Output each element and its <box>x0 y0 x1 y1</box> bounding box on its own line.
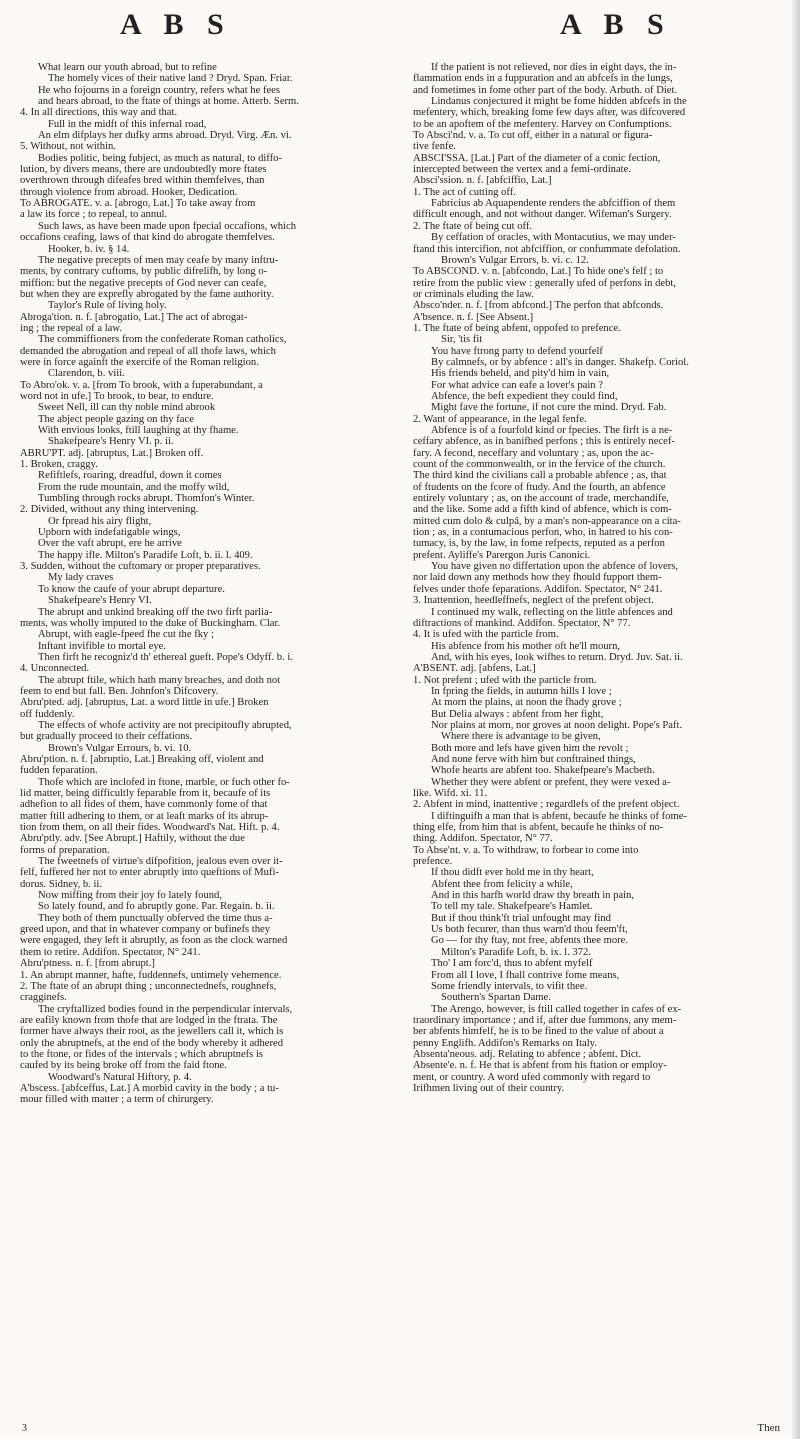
text-line: Woodward's Natural Hiftory, p. 4. <box>48 1071 192 1083</box>
text-line: tion ; as, in a contumacious perfon, who, in hatred to his con- <box>413 527 673 539</box>
text-line: Such laws, as have been made upon fpecial occafions, which <box>38 220 296 232</box>
text-line: From the rude mountain, and the moffy wild, <box>38 481 230 493</box>
text-line: mefentery, which, breaking fome few days after, was difcovered <box>413 107 686 119</box>
right-column <box>413 62 785 1094</box>
text-line: You have given no differtation upon the abfence of lovers, <box>431 561 679 573</box>
text-line: to the ftone, or fides of the intervals ; which abruptnefs is <box>20 1048 264 1060</box>
text-line: The happy ifle. Milton's Paradife Loft, b. ii. l. 409. <box>38 549 253 561</box>
text-line: But Delia always : abfent from her fight, <box>431 708 604 720</box>
text-line: 4. Unconnected. <box>20 663 90 675</box>
text-line: but when they are exprefly abrogated by the fame authority. <box>20 288 274 300</box>
text-line: and hears abroad, to the ftate of things at home. Atterb. Serm. <box>38 96 299 108</box>
text-line: They both of them punctually obferved the time thus a- <box>38 912 273 924</box>
text-line: If thou didft ever hold me in thy heart, <box>431 867 594 879</box>
text-line: Us both fecurer, than thus warn'd thou feem'ft, <box>431 924 628 936</box>
entry-headword-line: A'BSENT. adj. [abfens, Lat.] <box>413 663 536 675</box>
text-line: Taylor's Rule of living holy. <box>48 300 167 312</box>
text-line: former have always their root, as the jewellers call it, which is <box>20 1026 284 1038</box>
text-line: overthrown through difeafes bred within themfelves, than <box>20 175 265 187</box>
text-line: 2. The ftate of being cut off. <box>413 220 533 232</box>
text-line: 4. In all directions, this way and that. <box>20 107 178 119</box>
text-line: ber abfents himfelf, he is to be fined to the value of about a <box>413 1026 664 1038</box>
entry-headword-line: Absco'nder. n. f. [from abfcond.] The perfon that abfconds. <box>413 300 664 312</box>
text-line: tion from them, on all their fides. Woodward's Nat. Hift. p. 4. <box>20 822 280 834</box>
text-line: His friends beheld, and pity'd him in vain, <box>431 368 610 380</box>
text-line: Nor plains at morn, nor groves at noon delight. Pope's Paft. <box>431 719 683 731</box>
text-line: The abrupt and unkind breaking off the two firft parlia- <box>38 606 273 618</box>
text-line: Both more and lefs have given him the revolt ; <box>431 742 629 754</box>
text-line: occafions ceafing, laws of that kind do abrogate themfelves. <box>20 232 275 244</box>
text-line: The third kind the civilians call a probable abfence ; as, that <box>413 470 667 482</box>
text-line: are eafily known from thofe that are lodged in the ftrata. The <box>20 1014 278 1026</box>
text-line: I diftinguifh a man that is abfent, becaufe he thinks of fome- <box>431 810 687 822</box>
text-line: Brown's Vulgar Errors, b. vi. c. 12. <box>441 254 589 266</box>
text-line: For what advice can eafe a lover's pain ? <box>431 379 603 391</box>
text-line: or criminals eluding the law. <box>413 288 534 300</box>
text-line: mour filled with matter ; a term of chirurgery. <box>20 1094 214 1106</box>
entry-headword-line: Abru'pted. adj. [abruptus, Lat. a word little in ufe.] Broken <box>20 697 269 709</box>
text-line: like. Wifd. xi. 11. <box>413 788 488 799</box>
text-line: To tell my tale. Shakefpeare's Hamlet. <box>431 901 593 913</box>
text-line: 1. Broken, craggy. <box>20 459 98 471</box>
text-line: flammation ends in a fuppuration and an abfcefs in the lungs, <box>413 73 673 85</box>
text-line: The homely vices of their native land ? Dryd. Span. Friar. <box>48 73 293 85</box>
entry-headword-line: To Absci'nd. v. a. To cut off, either in a natural or figura- <box>413 130 653 142</box>
text-line: And none ferve with him but conftrained things, <box>431 753 636 765</box>
text-line: Sir, 'tis fit <box>441 334 483 346</box>
text-line: mitted cum dolo & culpâ, by a man's non-appearance on a cita- <box>413 515 681 527</box>
text-line: Over the vaft abrupt, ere he arrive <box>38 538 182 550</box>
text-line: You have ftrong party to defend yourfelf <box>431 345 603 357</box>
text-line: The commiffioners from the confederate Roman catholics, <box>38 334 287 346</box>
text-line: Brown's Vulgar Errours, b. vi. 10. <box>48 742 192 754</box>
text-line: The abrupt ftile, which hath many breaches, and doth not <box>38 674 281 686</box>
entry-headword-line: Absci'ssion. n. f. [abfciffio, Lat.] <box>413 175 552 187</box>
text-line: Tho' I am forc'd, thus to abfent myfelf <box>431 958 593 970</box>
text-line: 1. The ftate of being abfent, oppofed to prefence. <box>413 322 621 334</box>
text-line: word not in ufe.] To brook, to bear, to endure. <box>20 390 214 402</box>
text-line: And in this harfh world draw thy breath in pain, <box>431 890 635 902</box>
text-line: Southern's Spartan Dame. <box>441 992 551 1004</box>
text-line: Irifhmen living out of their country. <box>413 1082 565 1094</box>
text-line: off fuddenly. <box>20 708 75 720</box>
text-line: With envious looks, ftill laughing at thy fhame. <box>38 425 239 436</box>
text-line: them to retire. Addifon. Spectator, N° 241. <box>20 946 201 958</box>
text-line: fudden feparation. <box>20 765 98 777</box>
text-line: dorus. Sidney, b. ii. <box>20 878 103 890</box>
text-line: In fpring the fields, in autumn hills I love ; <box>431 685 612 697</box>
text-line: 3. Inattention, heedleffnefs, neglect of the prefent object. <box>413 595 654 607</box>
text-line: Clarendon, b. viii. <box>48 368 125 380</box>
text-line: traordinary importance ; and if, after due fummons, any mem- <box>413 1014 677 1026</box>
text-line: The Arengo, however, is ftill called together in cafes of ex- <box>431 1003 682 1015</box>
text-line: Fabricius ab Aquapendente renders the abfciffion of them <box>431 198 676 210</box>
text-line: From all I love, I fhall contrive fome means, <box>431 969 620 981</box>
entry-headword-line: Absenta'neous. adj. Relating to abfence ; abfent. Dict. <box>413 1048 642 1060</box>
text-line: Thofe which are inclofed in ftone, marble, or fuch other fo- <box>38 776 290 788</box>
text-line: ceffary abfence, as in banifhed perfons ; this is entirely necef- <box>413 436 675 448</box>
entry-headword-line: ABSCI'SSA. [Lat.] Part of the diameter of a conic fection, <box>413 152 661 164</box>
text-line: intercepted between the vertex and a femi-ordinate. <box>413 164 631 176</box>
text-line: greed upon, and that in whatever company or bufinefs they <box>20 924 271 936</box>
text-line: Inftant invifible to mortal eye. <box>38 640 166 652</box>
text-line: entirely voluntary ; as, on the account of trade, merchandife, <box>413 493 669 505</box>
text-line: fary. A fecond, neceffary and voluntary ; as, upon the ac- <box>413 447 654 459</box>
text-line: 2. Abfent in mind, inattentive ; regardlefs of the prefent object. <box>413 799 680 811</box>
text-line: What learn our youth abroad, but to refine <box>38 62 217 73</box>
text-line: And, with his eyes, look wifhes to return. Dryd. Juv. Sat. ii. <box>431 651 683 663</box>
text-line: caufed by its being broke off from the faid ftone. <box>20 1060 227 1072</box>
text-line: to be an apoftem of the mefentery. Harvey on Confumptions. <box>413 118 672 130</box>
text-line: He who fojourns in a foreign country, refers what he fees <box>38 84 281 96</box>
text-line: Abfence is of a fourfold kind or fpecies. The firft is a ne- <box>431 425 673 436</box>
text-line: Bodies politic, being fubject, as much as natural, to diffo- <box>38 152 282 164</box>
text-line: of ftudents on the fcore of ftudy. And the fourth, an abfence <box>413 481 666 493</box>
entry-headword-line: Abru'ptly. adv. [See Abrupt.] Haftily, without the due <box>20 833 245 845</box>
text-line: The cryftallized bodies found in the perpendicular intervals, <box>38 1003 293 1015</box>
text-line: Refiftlefs, roaring, dreadful, down it comes <box>38 470 222 482</box>
text-line: cragginefs. <box>20 992 67 1004</box>
text-line: count of the commonwealth, or in the fervice of the church. <box>413 459 666 471</box>
entry-headword-line: Abroga'tion. n. f. [abrogatio, Lat.] The act of abrogat- <box>20 311 248 323</box>
text-line: An elm difplays her dufky arms abroad. Dryd. Virg. Æn. vi. <box>38 130 292 142</box>
text-line: At morn the plains, at noon the fhady grove ; <box>431 697 622 709</box>
text-line: felf, fuffered her not to enter abruptly into queftions of Mufi- <box>20 867 279 879</box>
text-line: The fweetnefs of virtue's difpofition, jealous even over it- <box>38 856 283 868</box>
text-line: a law its force ; to repeal, to annul. <box>20 209 168 221</box>
text-line: nor laid down any methods how they fhould fupport them- <box>413 572 662 584</box>
page-number: 3 <box>22 1423 27 1434</box>
text-line: 2. Want of appearance, in the legal fenfe. <box>413 413 587 425</box>
text-line: feem to end but fall. Ben. Johnfon's Difcovery. <box>20 685 219 697</box>
text-line: ing ; the repeal of a law. <box>20 322 122 334</box>
text-line: 3. Sudden, without the cuftomary or proper preparatives. <box>20 561 261 573</box>
text-line: His abfence from his mother oft he'll mourn, <box>431 640 621 652</box>
text-line: Some friendly intervals, to vifit thee. <box>431 980 588 992</box>
text-line: 1. Not prefent ; ufed with the particle from. <box>413 674 597 686</box>
entry-headword-line: To ABSCOND. v. n. [abfcondo, Lat.] To hide one's felf ; to <box>413 266 664 278</box>
text-line: By calmnefs, or by abfence : all's in danger. Shakefp. Coriol. <box>431 356 689 368</box>
text-line: If the patient is not relieved, nor dies in eight days, the in- <box>431 62 677 73</box>
text-line: Go — for thy ftay, not free, abfents thee more. <box>431 935 628 947</box>
text-line: My lady craves <box>48 572 114 584</box>
text-line: lution, by divers means, there are undoubtedly more ftates <box>20 164 267 176</box>
text-line: miffion: but the negative precepts of God never can ceafe, <box>20 277 267 289</box>
text-line: The abject people gazing on thy face <box>38 413 194 425</box>
text-line: Or fpread his airy flight, <box>48 515 152 527</box>
text-line: were engaged, they left it abruptly, as foon as the clock warned <box>20 935 288 947</box>
text-line: Shakefpeare's Henry VI. <box>48 595 152 607</box>
text-line: forms of preparation. <box>20 844 110 856</box>
entry-headword-line: To ABROGATE. v. a. [abrogo, Lat.] To take away from <box>20 198 256 210</box>
text-line: Then firft he recogniz'd th' ethereal gueft. Pope's Odyff. b. i. <box>38 651 293 663</box>
text-line: prefence. <box>413 856 453 868</box>
text-line: were in force againft the exercife of the Roman religion. <box>20 356 259 368</box>
entry-headword-line: A'bscess. [abfceffus, Lat.] A morbid cavity in the body ; a tu- <box>20 1082 279 1094</box>
text-line: and the like. Some add a fifth kind of abfence, which is com- <box>413 504 672 516</box>
text-line: ftand this intercifion, not abfciffion, or confummate defolation. <box>413 243 681 255</box>
running-head-left: A B S <box>120 8 232 41</box>
text-line: Milton's Paradife Loft, b. ix. l. 372. <box>441 946 591 958</box>
text-line: To know the caufe of your abrupt departure. <box>38 583 225 595</box>
text-line: 4. It is ufed with the particle from. <box>413 629 559 641</box>
text-line: Whether they were abfent or prefent, they were vexed a- <box>431 776 671 788</box>
text-line: tive fenfe. <box>413 141 456 153</box>
left-column <box>20 62 388 1106</box>
text-line: matter ftill adhering to them, or at leaft marks of its abrup- <box>20 810 269 822</box>
text-line: thing elfe, from him that is abfent, becaufe he thinks of no- <box>413 822 664 834</box>
entry-headword-line: To Abse'nt. v. a. To withdraw, to forbear to come into <box>413 844 639 856</box>
text-line: thing. Addifon. Spectator, N° 77. <box>413 833 553 845</box>
entry-headword-line: Abru'ptness. n. f. [from abrupt.] <box>20 958 155 970</box>
text-line: tumacy, is, by the law, in fome refpects, reputed as a perfon <box>413 538 665 550</box>
text-line: but gradually proceed to their ceffations. <box>20 731 193 743</box>
text-line: By ceffation of oracles, with Montacutius, we may under- <box>431 232 676 244</box>
text-line: difficult enough, and not without danger. Wifeman's Surgery. <box>413 209 672 221</box>
text-line: adhefion to all fides of them, have commonly fome of that <box>20 799 268 811</box>
text-line: lid matter, being difficultly feparable from it, becaufe of its <box>20 788 271 799</box>
text-line: Upborn with indefatigable wings, <box>38 527 181 539</box>
text-line: and fometimes in fome other part of the body. Arbuth. of Diet. <box>413 84 678 96</box>
text-line: ment, or country. A word ufed commonly with regard to <box>413 1071 651 1083</box>
text-line: The effects of whofe activity are not precipitoufly abrupted, <box>38 719 292 731</box>
catchword: Then <box>757 1422 780 1434</box>
text-line: 2. The ftate of an abrupt thing ; unconnectednefs, roughnefs, <box>20 980 277 992</box>
text-line: ments, was wholly imputed to the duke of Buckingham. Clar. <box>20 617 281 629</box>
text-line: 1. An abrupt manner, hafte, fuddennefs, untimely vehemence. <box>20 969 282 981</box>
text-line: But if thou think'ft trial unfought may find <box>431 912 611 924</box>
text-line: penny Englifh. Addifon's Remarks on Italy. <box>413 1037 597 1049</box>
text-line: diftractions of mankind. Addifon. Spectator, N° 77. <box>413 617 631 629</box>
text-line: Lindanus conjectured it might be fome hidden abfcefs in the <box>431 96 687 108</box>
text-line: Sweet Nell, ill can thy noble mind abrook <box>38 402 216 414</box>
entry-headword-line: Absente'e. n. f. He that is abfent from his ftation or employ- <box>413 1060 667 1072</box>
text-line: Abrupt, with eagle-fpeed fhe cut the fky ; <box>38 629 214 641</box>
entry-headword-line: Abru'ption. n. f. [abruptio, Lat.] Breaking off, violent and <box>20 753 264 765</box>
text-line: The negative precepts of men may ceafe by many inftru- <box>38 254 279 266</box>
text-line: 5. Without, not within. <box>20 141 116 153</box>
text-line: Tumbling through rocks abrupt. Thomfon's Winter. <box>38 493 255 505</box>
page-edge <box>792 0 800 1439</box>
text-line: demanded the abrogation and repeal of all thofe laws, which <box>20 345 276 357</box>
text-line: Full in the midft of this infernal road, <box>48 118 207 130</box>
text-line: 1. The act of cutting off. <box>413 186 516 198</box>
text-line: So lately found, and fo abruptly gone. Par. Regain. b. ii. <box>38 901 275 913</box>
entry-headword-line: To Abro'ok. v. a. [from To brook, with a fuperabundant, a <box>20 379 263 391</box>
text-line: ments, by contrary cuftoms, by public difrelifh, by long o- <box>20 266 268 278</box>
text-line: through violence from abroad. Hooker, Dedication. <box>20 186 238 198</box>
text-line: prefent. Ayliffe's Parergon Juris Canonici. <box>413 549 591 561</box>
text-line: I continued my walk, reflecting on the little abfences and <box>431 606 673 618</box>
text-line: Abfence, the beft expedient they could find, <box>431 390 618 402</box>
text-line: only the abruptnefs, at the end of the body whereby it adhered <box>20 1037 283 1049</box>
text-line: Shakefpeare's Henry VI. p. ii. <box>48 436 174 448</box>
text-line: felves under thofe feparations. Addifon. Spectator, N° 241. <box>413 583 663 595</box>
text-line: Where there is advantage to be given, <box>441 731 601 743</box>
text-line: Abfent thee from felicity a while, <box>431 878 573 890</box>
text-line: Might fave the fortune, if not cure the mind. Dryd. Fab. <box>431 402 667 414</box>
entry-headword-line: ABRU'PT. adj. [abruptus, Lat.] Broken off. <box>20 447 204 459</box>
text-line: Whofe hearts are abfent too. Shakefpeare's Macbeth. <box>431 765 655 777</box>
text-line: 2. Divided, without any thing intervening. <box>20 504 199 516</box>
entry-headword-line: A'bsence. n. f. [See Absent.] <box>413 311 534 323</box>
text-line: retire from the public view : generally ufed of perfons in debt, <box>413 277 676 289</box>
text-line: Now miffing from their joy fo lately found, <box>38 890 222 902</box>
running-head-right: A B S <box>560 8 672 41</box>
text-line: Hooker, b. iv. § 14. <box>48 243 130 255</box>
